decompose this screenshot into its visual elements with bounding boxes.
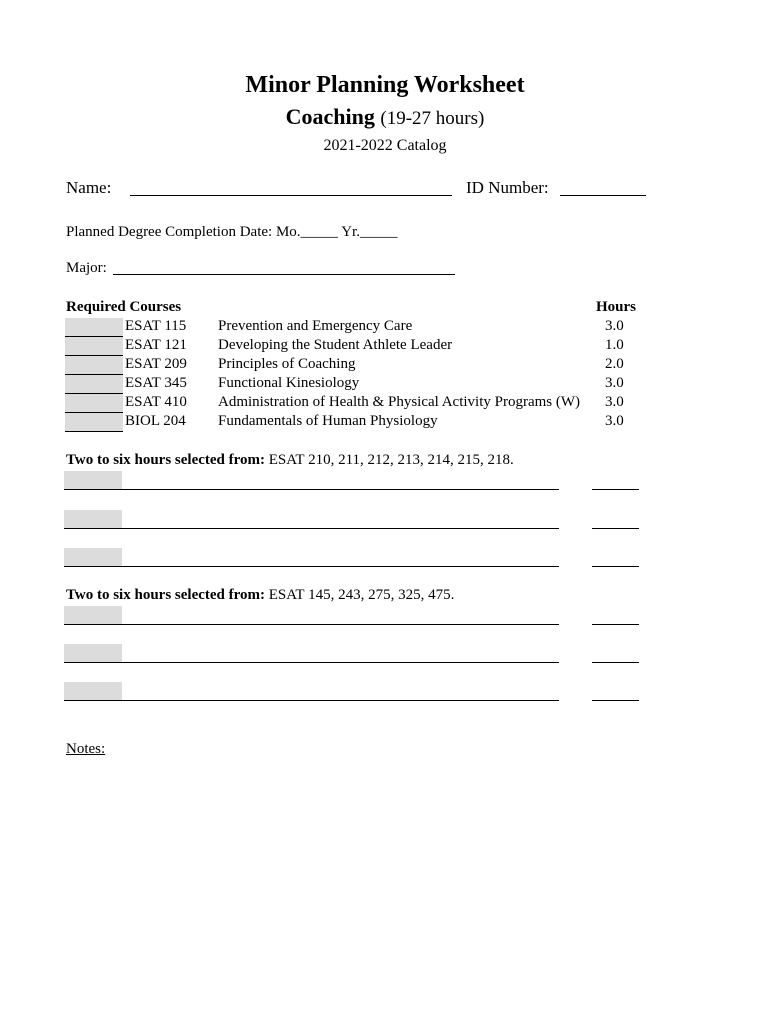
- elective-group-1-courses: ESAT 210, 211, 212, 213, 214, 215, 218.: [268, 452, 514, 468]
- course-hours: 3.0: [605, 394, 624, 410]
- elective-group-2-heading-bold: Two to six hours selected from:: [66, 587, 265, 603]
- elective-hours-field[interactable]: [592, 489, 639, 490]
- course-check-field[interactable]: [65, 413, 123, 432]
- name-label: Name:: [66, 178, 112, 197]
- course-code: BIOL 204: [125, 413, 186, 429]
- course-check-field[interactable]: [65, 356, 123, 375]
- minor-hours-range: (19-27 hours): [380, 108, 485, 129]
- elective-check-field[interactable]: [64, 682, 122, 700]
- elective-course-field[interactable]: [64, 489, 559, 490]
- completion-date-label: Planned Degree Completion Date: Mo._____ Yr._____: [66, 224, 398, 240]
- required-courses-heading: Required Courses: [66, 299, 182, 315]
- major-field[interactable]: [113, 274, 455, 275]
- elective-check-field[interactable]: [64, 606, 122, 624]
- major-label: Major:: [66, 260, 107, 276]
- course-hours: 3.0: [605, 413, 624, 429]
- elective-course-field[interactable]: [64, 662, 559, 663]
- minor-name: Coaching: [285, 104, 375, 129]
- hours-heading: Hours: [596, 299, 637, 315]
- course-title: Prevention and Emergency Care: [218, 318, 413, 334]
- elective-hours-field[interactable]: [592, 624, 639, 625]
- course-title: Principles of Coaching: [218, 356, 356, 372]
- elective-check-field[interactable]: [64, 548, 122, 566]
- elective-hours-field[interactable]: [592, 566, 639, 567]
- course-check-field[interactable]: [65, 337, 123, 356]
- elective-course-field[interactable]: [64, 700, 559, 701]
- name-field[interactable]: [130, 195, 452, 196]
- elective-hours-field[interactable]: [592, 700, 639, 701]
- elective-hours-field[interactable]: [592, 528, 639, 529]
- course-hours: 3.0: [605, 375, 624, 391]
- page-title: Minor Planning Worksheet: [245, 72, 525, 98]
- elective-hours-field[interactable]: [592, 662, 639, 663]
- course-title: Functional Kinesiology: [218, 375, 360, 391]
- course-title: Administration of Health & Physical Activity Programs (W): [218, 394, 581, 410]
- elective-course-field[interactable]: [64, 528, 559, 529]
- elective-course-field[interactable]: [64, 566, 559, 567]
- elective-course-field[interactable]: [64, 624, 559, 625]
- course-code: ESAT 209: [125, 356, 187, 372]
- elective-group-2-courses: ESAT 145, 243, 275, 325, 475.: [268, 587, 455, 603]
- elective-check-field[interactable]: [64, 644, 122, 662]
- course-title: Fundamentals of Human Physiology: [218, 413, 438, 429]
- elective-check-field[interactable]: [64, 471, 122, 489]
- course-hours: 1.0: [605, 337, 624, 353]
- course-hours: 2.0: [605, 356, 624, 372]
- elective-group-1-heading-bold: Two to six hours selected from:: [66, 452, 265, 468]
- course-check-field[interactable]: [65, 394, 123, 413]
- notes-label: Notes:: [66, 741, 106, 757]
- elective-group-2-heading: [66, 587, 454, 604]
- minor-subtitle: [0, 104, 770, 130]
- course-code: ESAT 410: [125, 394, 187, 410]
- id-number-label: ID Number:: [466, 178, 549, 197]
- course-code: ESAT 345: [125, 375, 187, 391]
- elective-group-1-heading: [66, 452, 514, 469]
- course-check-field[interactable]: [65, 375, 123, 394]
- catalog-year: 2021-2022 Catalog: [323, 137, 447, 154]
- course-code: ESAT 121: [125, 337, 187, 353]
- course-hours: 3.0: [605, 318, 624, 334]
- course-check-field[interactable]: [65, 318, 123, 337]
- course-code: ESAT 115: [125, 318, 187, 334]
- course-title: Developing the Student Athlete Leader: [218, 337, 453, 353]
- id-number-field[interactable]: [560, 195, 646, 196]
- elective-check-field[interactable]: [64, 510, 122, 528]
